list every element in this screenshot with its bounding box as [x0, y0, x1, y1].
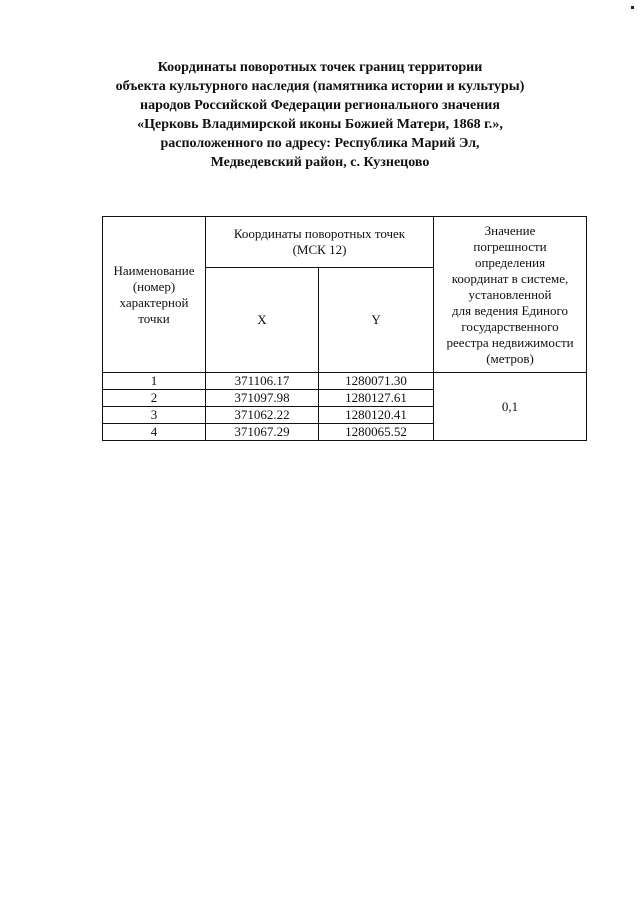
point-y: 1280120.41 — [319, 407, 434, 424]
title-line-4: «Церковь Владимирской иконы Божией Матери, 1868 г.», — [137, 117, 503, 132]
title-line-1: Координаты поворотных точек границ территории — [157, 60, 483, 75]
table-row — [103, 373, 587, 390]
point-number: 4 — [103, 424, 206, 441]
point-y: 1280071.30 — [319, 373, 434, 390]
point-y: 1280065.52 — [319, 424, 434, 441]
coordinates-table — [102, 216, 587, 441]
header-y: Y — [319, 268, 434, 373]
point-x: 371097.98 — [206, 390, 319, 407]
scan-mark — [631, 6, 634, 9]
header-error: Значение погрешности определения координат в системе, установленной для ведения Единого государственного реестра недвижимости (метров) — [434, 217, 587, 373]
title-line-2: объекта культурного наследия (памятника истории и культуры) — [115, 79, 525, 94]
point-number: 1 — [103, 373, 206, 390]
point-y: 1280127.61 — [319, 390, 434, 407]
point-number: 3 — [103, 407, 206, 424]
point-x: 371106.17 — [206, 373, 319, 390]
header-point-name: Наименование (номер) характерной точки — [103, 217, 206, 373]
point-x: 371067.29 — [206, 424, 319, 441]
header-coordinates: Координаты поворотных точек (МСК 12) — [206, 217, 434, 268]
title-line-5: расположенного по адресу: Республика Марий Эл, — [160, 136, 480, 151]
point-x: 371062.22 — [206, 407, 319, 424]
header-x: X — [206, 268, 319, 373]
title-line-6: Медведевский район, с. Кузнецово — [210, 155, 430, 170]
document-title — [60, 58, 580, 172]
title-line-3: народов Российской Федерации регионального значения — [140, 98, 500, 113]
point-number: 2 — [103, 390, 206, 407]
error-value: 0,1 — [434, 373, 587, 441]
